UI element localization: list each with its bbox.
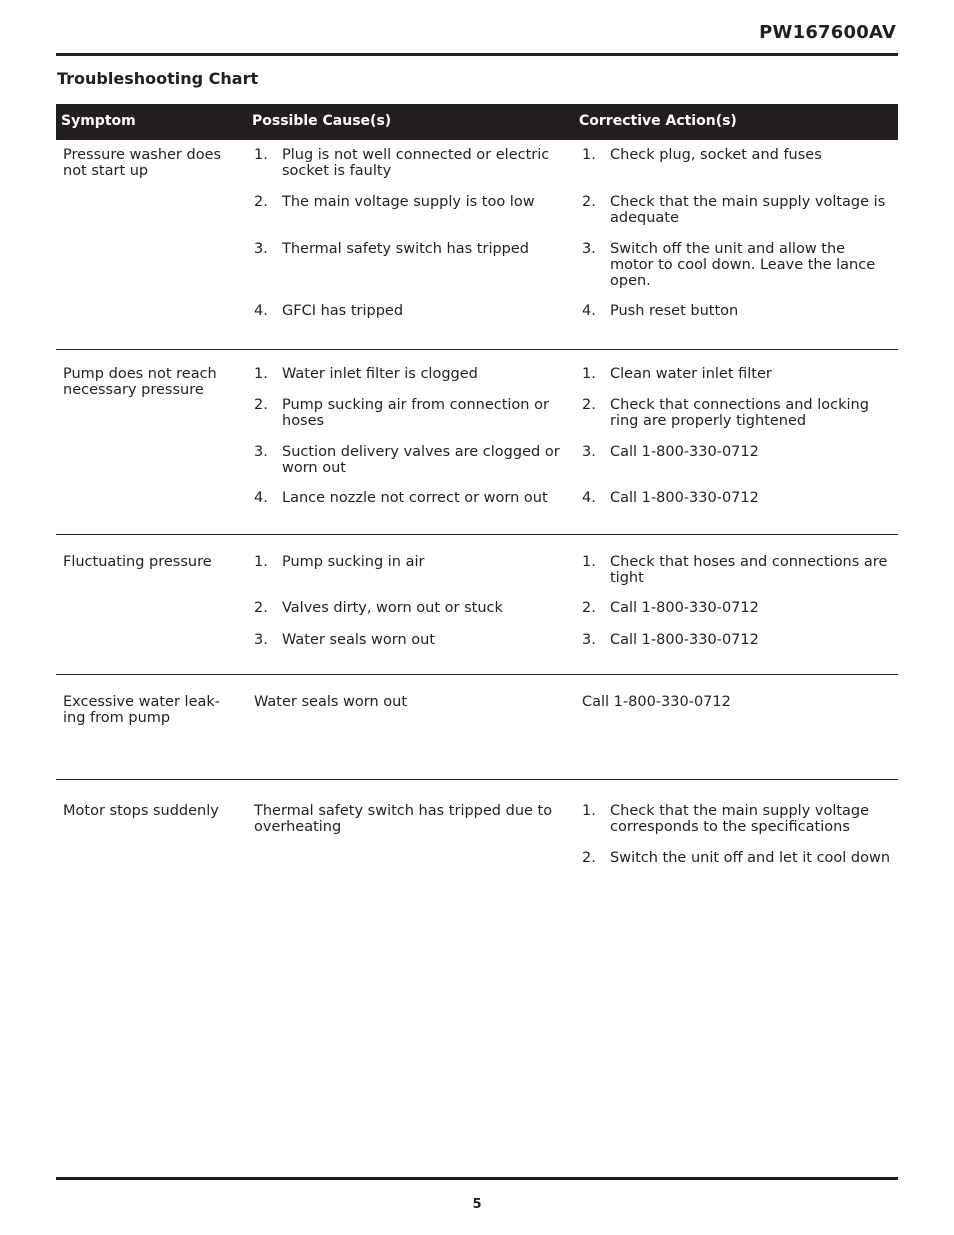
item-number: 1. (582, 554, 596, 570)
action-text: Call 1-800-330-0712 (582, 694, 731, 710)
page-number: 5 (472, 1197, 482, 1212)
item-text: Check that connections and locking ring are properly tightened (610, 397, 869, 429)
item-text: Pump sucking air from connection or hoses (282, 397, 549, 429)
symptom-cell: Fluctuating pressure (63, 554, 212, 570)
item-text: Check that the main supply voltage is adequate (610, 194, 886, 226)
item-text: GFCI has tripped (282, 303, 404, 319)
item-text: Lance nozzle not correct or worn out (282, 490, 548, 506)
table-row-last (56, 780, 898, 900)
item-number: 2. (582, 850, 596, 866)
item-text: Plug is not well connected or electric socket is faulty (282, 147, 550, 179)
item-number: 2. (582, 397, 596, 413)
item-number: 4. (582, 490, 596, 506)
model-number: PW167600AV (759, 22, 896, 43)
symptom-cell: Excessive water leak-ing from pump (63, 694, 221, 726)
item-text: Valves dirty, worn out or stuck (282, 600, 503, 616)
item-number: 1. (254, 147, 268, 163)
item-text: Check that the main supply voltage corresponds to the specifications (610, 803, 870, 835)
item-number: 2. (254, 194, 268, 210)
item-text: Call 1-800-330-0712 (610, 444, 759, 460)
table-header (56, 104, 898, 140)
item-number: 1. (254, 366, 268, 382)
column-header-symptom: Symptom (61, 113, 136, 129)
item-text: Call 1-800-330-0712 (610, 490, 759, 506)
item-number: 3. (582, 241, 596, 257)
item-text: Switch the unit off and let it cool down (610, 850, 891, 866)
item-text: Call 1-800-330-0712 (610, 600, 759, 616)
item-number: 3. (254, 241, 268, 257)
bottom-rule (56, 1177, 898, 1180)
item-text: Water seals worn out (282, 632, 436, 648)
chart-title: Troubleshooting Chart (57, 69, 259, 88)
troubleshooting-table (56, 104, 898, 900)
item-text: Thermal safety switch has tripped (282, 241, 530, 257)
item-number: 2. (582, 600, 596, 616)
cause-text: Water seals worn out (254, 694, 408, 710)
item-number: 2. (254, 397, 268, 413)
item-text: Suction delivery valves are clogged or worn out (282, 444, 560, 476)
item-text: Call 1-800-330-0712 (610, 632, 759, 648)
cause-text: Thermal safety switch has tripped due to overheating (254, 803, 553, 835)
item-number: 3. (254, 444, 268, 460)
item-text: Switch off the unit and allow the motor to cool down. Leave the lance open. (610, 241, 876, 289)
item-number: 1. (582, 803, 596, 819)
item-number: 2. (582, 194, 596, 210)
item-number: 1. (582, 147, 596, 163)
item-text: Clean water inlet filter (610, 366, 772, 382)
item-number: 3. (582, 632, 596, 648)
item-number: 1. (254, 554, 268, 570)
item-text: Check plug, socket and fuses (610, 147, 822, 163)
column-header-actions: Corrective Action(s) (579, 113, 737, 129)
item-number: 3. (582, 444, 596, 460)
item-number: 4. (254, 490, 268, 506)
item-text: Water inlet filter is clogged (282, 366, 478, 382)
table-row (56, 140, 898, 350)
symptom-cell: Motor stops suddenly (63, 803, 219, 819)
item-number: 1. (582, 366, 596, 382)
column-header-causes: Possible Cause(s) (252, 113, 392, 129)
top-rule (56, 53, 898, 56)
item-number: 3. (254, 632, 268, 648)
table-row (56, 535, 898, 675)
symptom-cell: Pump does not reach necessary pressure (63, 366, 217, 398)
item-number: 2. (254, 600, 268, 616)
table-row (56, 675, 898, 780)
symptom-cell: Pressure washer does not start up (63, 147, 222, 179)
item-number: 4. (582, 303, 596, 319)
item-number: 4. (254, 303, 268, 319)
item-text: Push reset button (610, 303, 739, 319)
table-row (56, 350, 898, 535)
item-text: Check that hoses and connections are tight (610, 554, 888, 586)
item-text: Pump sucking in air (282, 554, 425, 570)
item-text: The main voltage supply is too low (282, 194, 535, 210)
